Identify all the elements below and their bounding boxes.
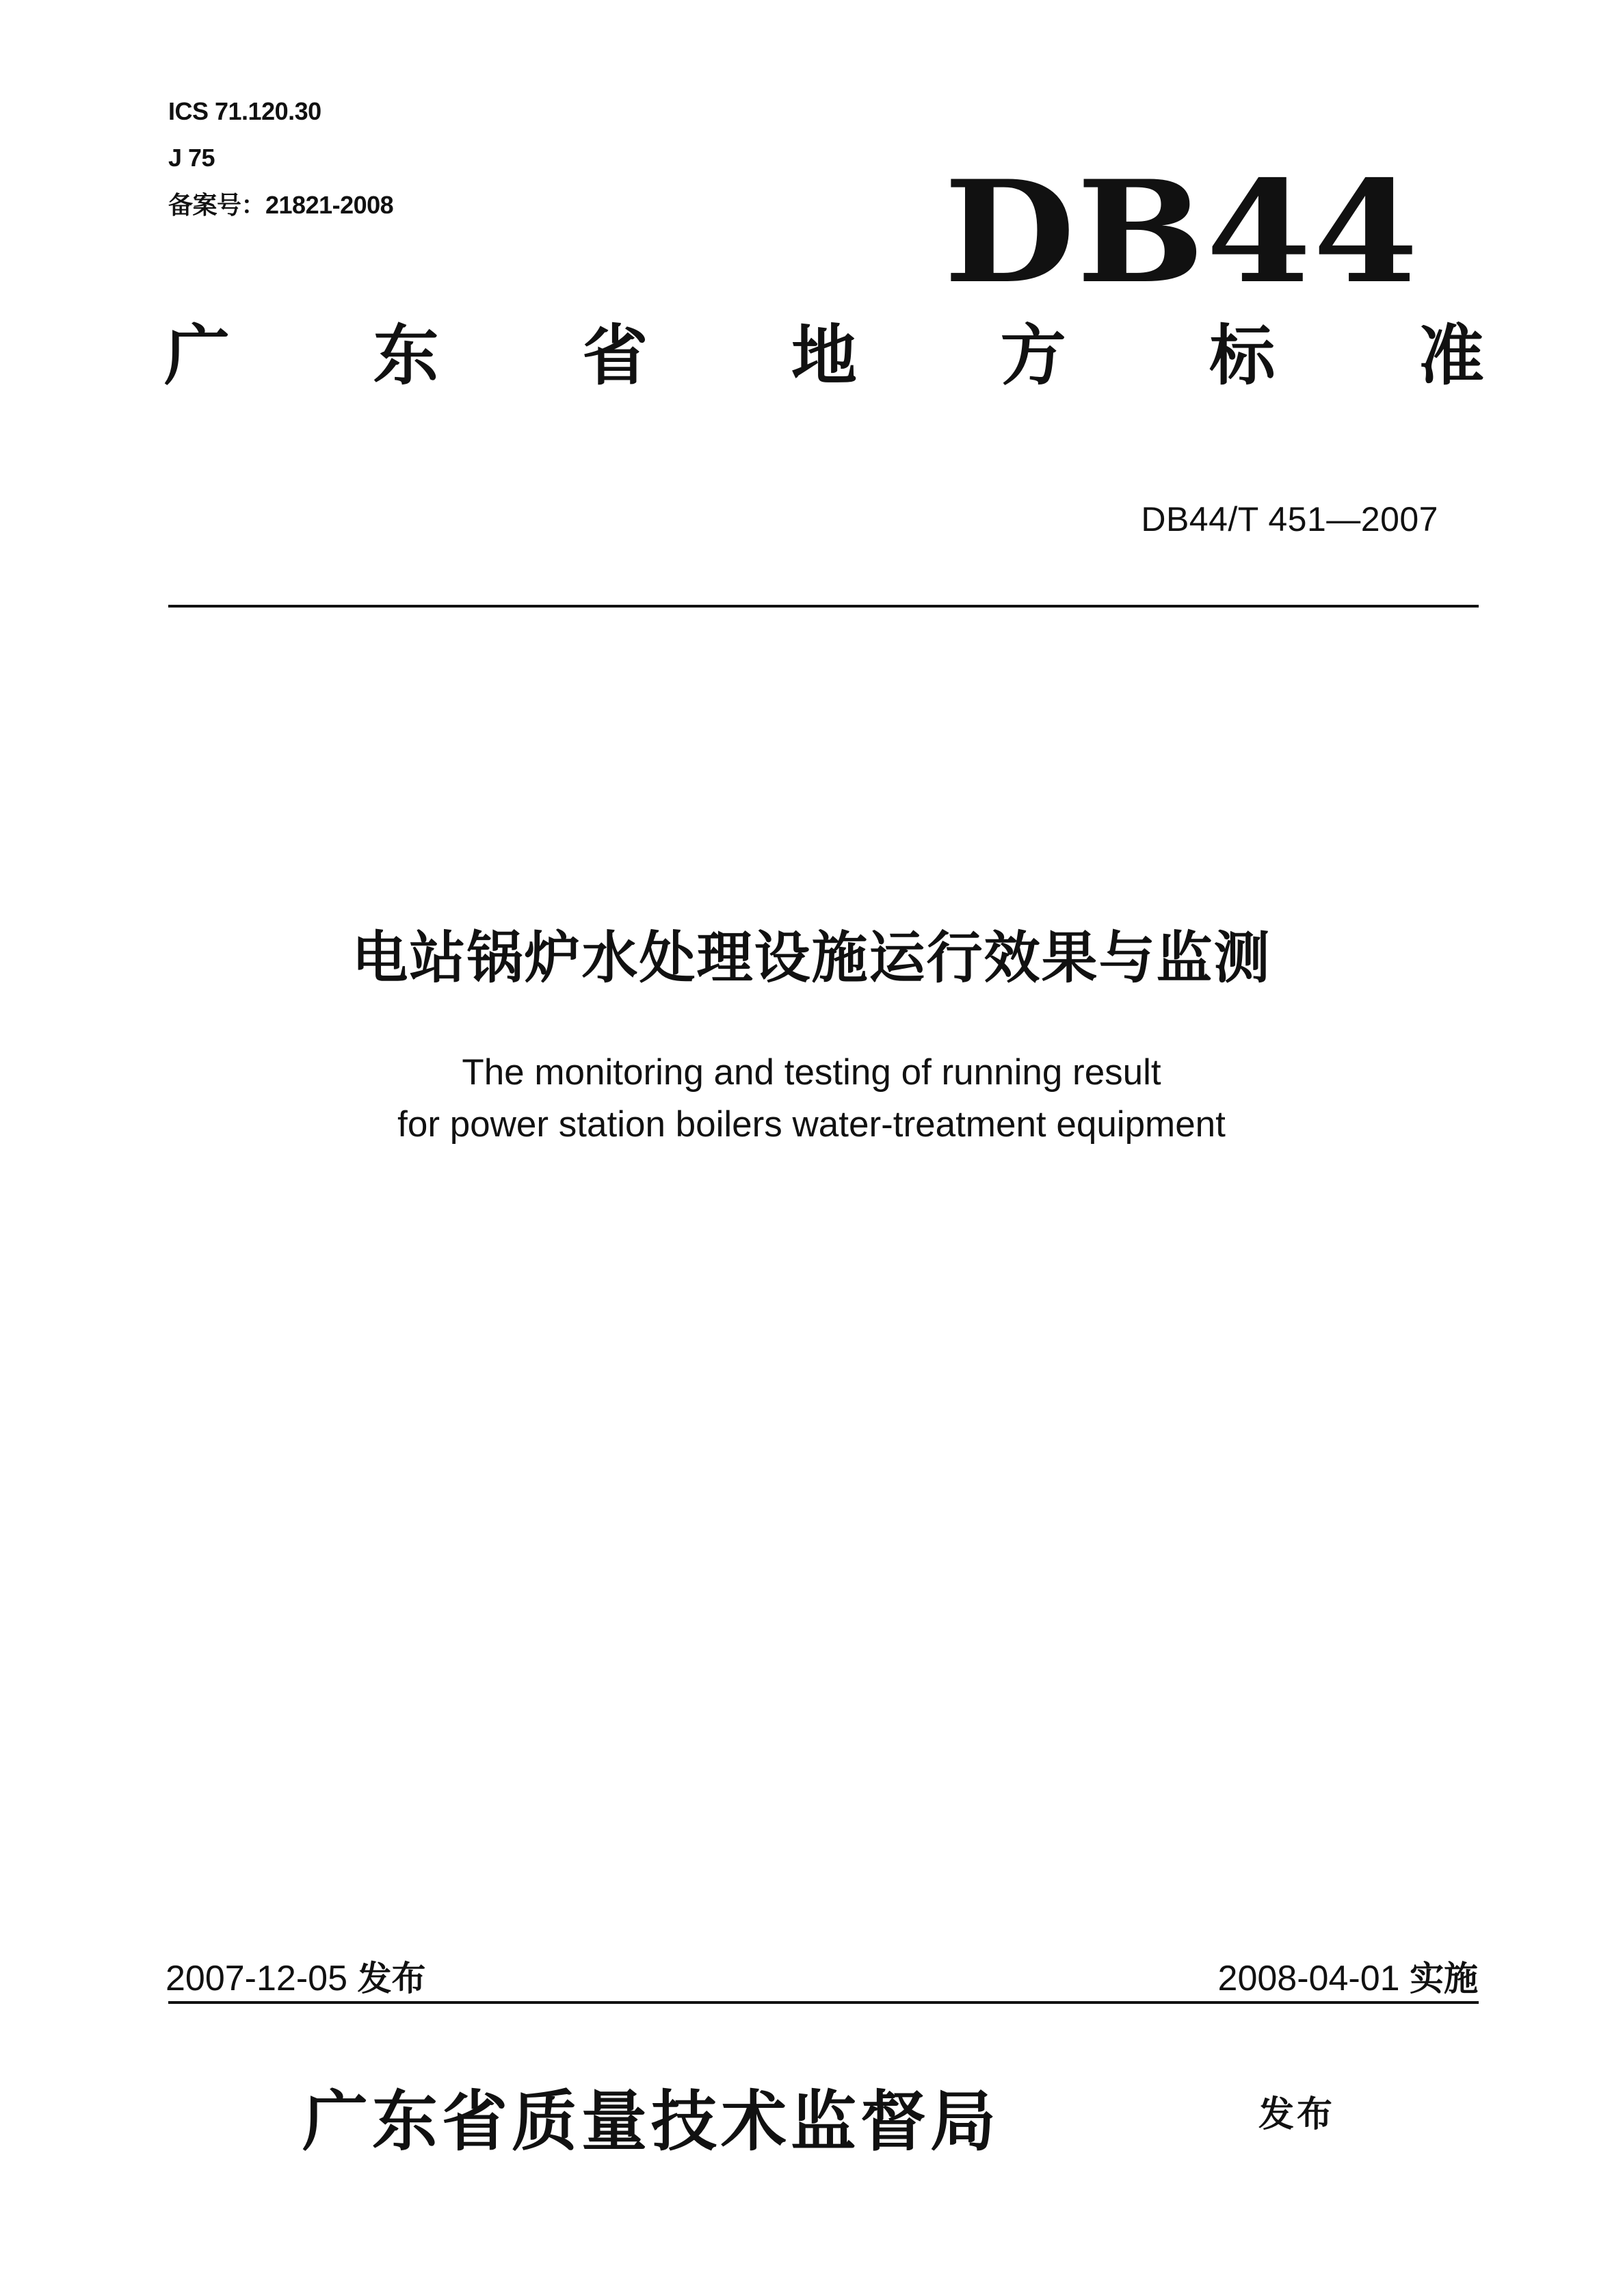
standard-type-char: 标 (1209, 317, 1276, 394)
record-number: 备案号：21821-2008 (168, 191, 394, 219)
classification-code: J 75 (168, 144, 215, 172)
english-title-line-1: The monitoring and testing of running result (462, 1052, 1161, 1093)
release-date-block (166, 1951, 425, 2000)
top-divider (168, 605, 1479, 608)
bottom-divider (168, 2001, 1479, 2004)
standard-type-char: 地 (791, 317, 857, 394)
chinese-title: 电站锅炉水处理设施运行效果与监测 (352, 926, 1271, 991)
standard-type-char: 广 (164, 317, 230, 394)
english-title (0, 1047, 1623, 1151)
release-label: 发布 (357, 1959, 426, 1998)
standard-type-char: 东 (373, 317, 439, 394)
ics-code: ICS 71.120.30 (168, 97, 321, 125)
standard-type-title (164, 318, 1484, 393)
standard-type-char: 省 (582, 317, 648, 394)
issuing-label: 发布 (1258, 2094, 1336, 2135)
english-title-line-2: for power station boilers water-treatment equipment (397, 1104, 1226, 1145)
implement-label: 实施 (1410, 1959, 1478, 1998)
implement-date-block (1218, 1951, 1478, 2000)
standard-type-char: 准 (1418, 317, 1484, 394)
release-date: 2007-12-05 (166, 1959, 347, 1998)
implement-date: 2008-04-01 (1217, 1959, 1400, 1998)
standard-type-char: 方 (1000, 317, 1066, 394)
standard-number: DB44/T 451—2007 (1141, 500, 1438, 538)
issuing-authority: 广东省质量技术监督局 (302, 2083, 1000, 2160)
standard-code-logo: DB44 (944, 151, 1420, 315)
